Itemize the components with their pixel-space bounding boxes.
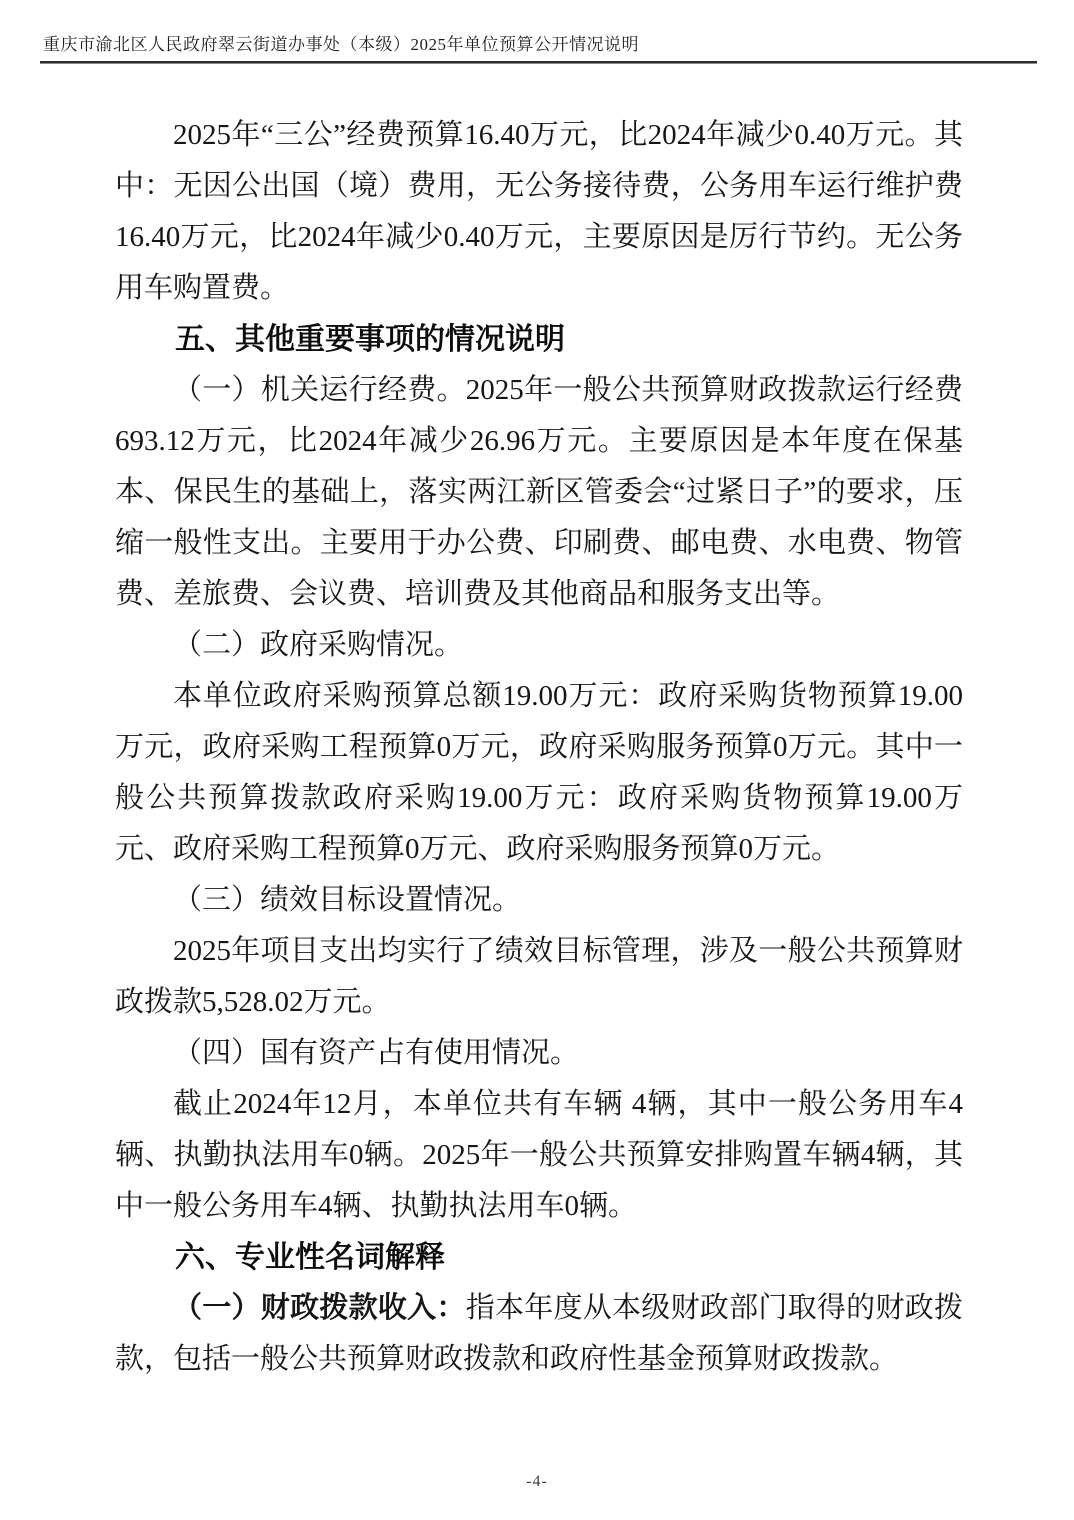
term-fiscal-appropriation-label: （一）财政拨款收入：: [173, 1292, 466, 1324]
page-footer: [0, 1473, 1074, 1491]
heading-section-five: 五、其他重要事项的情况说明: [175, 323, 565, 356]
paragraph-term-fiscal-appropriation: [115, 1283, 963, 1385]
paragraph-performance-targets-details: 2025年项目支出均实行了绩效目标管理，涉及一般公共预算财政拨款5,528.02万元。: [115, 935, 963, 1018]
paragraph-subheading-state-assets: （四）国有资产占有使用情况。: [173, 1037, 580, 1069]
page-number: -4-: [526, 1473, 548, 1490]
document-body: [115, 110, 963, 1385]
paragraph-government-procurement-details: 本单位政府采购预算总额19.00万元：政府采购货物预算19.00万元，政府采购工程预算0万元，政府采购服务预算0万元。其中一般公共预算拨款政府采购19.00万元：政府采购货物预算19.00万元、政府采购工程预算0万元、政府采购服务预算0万元。: [115, 680, 963, 865]
paragraph-agency-operating-expenses: （一）机关运行经费。2025年一般公共预算财政拨款运行经费693.12万元，比2024年减少26.96万元。主要原因是本年度在保基本、保民生的基础上，落实两江新区管委会“过紧日子”的要求，压缩一般性支出。主要用于办公费、印刷费、邮电费、水电费、物管费、差旅费、会议费、培训费及其他商品和服务支出等。: [115, 374, 963, 610]
paragraph-three-public-expenses: 2025年“三公”经费预算16.40万元，比2024年减少0.40万元。其中：无因公出国（境）费用，无公务接待费，公务用车运行维护费16.40万元，比2024年减少0.40万元，主要原因是厉行节约。无公务用车购置费。: [115, 119, 963, 304]
term-fiscal-appropriation-definition: 指本年度从本级财政部门取得的财政拨款，包括一般公共预算财政拨款和政府性基金预算财政拨款。: [115, 1292, 963, 1375]
paragraph-subheading-performance-targets: （三）绩效目标设置情况。: [173, 884, 522, 916]
paragraph-state-assets-details: 截止2024年12月，本单位共有车辆 4辆，其中一般公务用车4辆、执勤执法用车0辆。2025年一般公共预算安排购置车辆4辆，其中一般公务用车4辆、执勤执法用车0辆。: [115, 1088, 963, 1222]
header-title: 重庆市渝北区人民政府翠云街道办事处（本级）2025年单位预算公开情况说明: [43, 35, 639, 54]
paragraph-subheading-government-procurement: （二）政府采购情况。: [173, 629, 464, 661]
page-header: [40, 30, 1037, 64]
heading-section-six: 六、专业性名词解释: [175, 1241, 445, 1274]
header-rule: [40, 61, 1037, 64]
